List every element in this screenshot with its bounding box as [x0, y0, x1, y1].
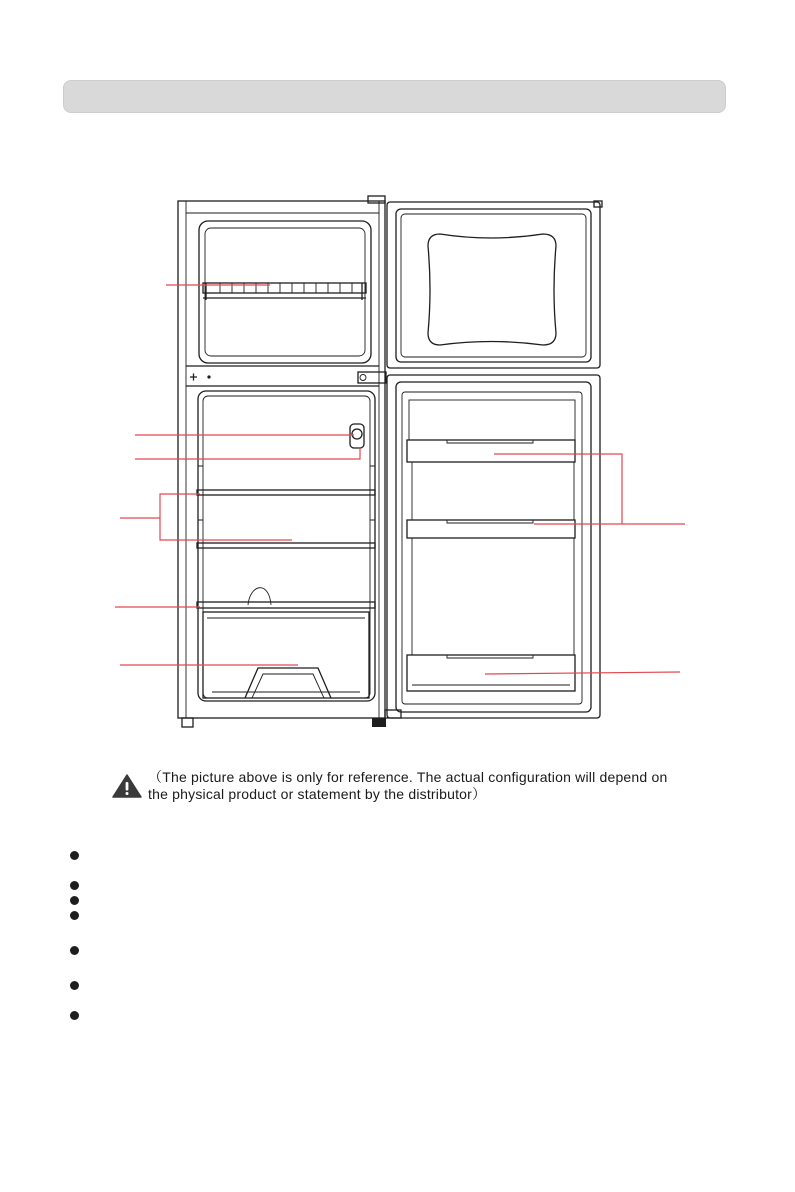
freezer-liner-outer	[199, 221, 371, 363]
fridge-compartment	[197, 391, 375, 701]
list-item	[70, 1010, 730, 1022]
bullet-icon	[70, 1011, 79, 1020]
upper-shelf	[197, 490, 375, 495]
note-line-1: （The picture above is only for reference. The actual configuration will depend on	[148, 769, 668, 785]
bullet-icon	[70, 851, 79, 860]
callout-bottle-bin	[485, 672, 680, 674]
fridge-door-outline	[387, 375, 600, 718]
cabinet-body	[178, 196, 385, 718]
list-item	[70, 895, 730, 907]
hinge-screw	[360, 375, 366, 381]
door-bin-upper-body	[412, 462, 574, 520]
freezer-door-panel	[428, 234, 556, 345]
list-item	[70, 910, 730, 922]
callout-shelves	[120, 494, 292, 540]
crisper-drawer	[203, 612, 369, 698]
door-bin-middle	[407, 520, 575, 655]
fridge-door-liner	[402, 392, 582, 704]
freezer-door-gasket	[396, 209, 591, 362]
bullet-icon	[70, 881, 79, 890]
left-foot	[182, 718, 193, 727]
fridge-liner-inner	[203, 396, 370, 698]
freezer-door-outline	[387, 202, 600, 368]
shelf-supports	[198, 466, 375, 520]
warning-icon	[112, 774, 142, 798]
list-item	[70, 850, 730, 862]
middle-shelf	[197, 543, 375, 548]
callout-lamp	[135, 447, 360, 459]
freezer-door	[387, 201, 602, 368]
list-item	[70, 945, 730, 957]
compartment-divider	[186, 366, 386, 386]
fridge-door	[385, 375, 600, 718]
door-bin-upper	[407, 440, 575, 520]
bullet-icon	[70, 981, 79, 990]
fridge-liner-outer	[198, 391, 375, 701]
reference-note	[112, 768, 752, 808]
bullet-icon	[70, 911, 79, 920]
dot-mark	[207, 375, 210, 378]
door-upper-recess	[409, 400, 575, 440]
list-item	[70, 880, 730, 892]
fridge-door-gasket	[396, 382, 591, 712]
middle-hinge	[358, 372, 386, 383]
thermostat	[350, 424, 364, 448]
bullet-icon	[70, 946, 79, 955]
right-foot	[372, 718, 386, 727]
note-line-2: the physical product or statement by the distributor）	[148, 786, 487, 802]
bullet-icon	[70, 896, 79, 905]
list-item	[70, 980, 730, 992]
freezer-liner-inner	[205, 228, 365, 356]
plus-mark	[190, 374, 197, 381]
crisper-handle-inner	[252, 674, 324, 698]
top-hinge	[368, 196, 385, 203]
freezer-compartment	[199, 221, 371, 363]
crisper-cover-shelf	[197, 602, 375, 608]
crisper-body	[203, 612, 369, 698]
door-bin-middle-body	[412, 538, 574, 655]
thermostat-knob	[352, 429, 362, 439]
callout-door-bins	[494, 454, 685, 524]
crisper-handle-outer	[245, 668, 331, 698]
